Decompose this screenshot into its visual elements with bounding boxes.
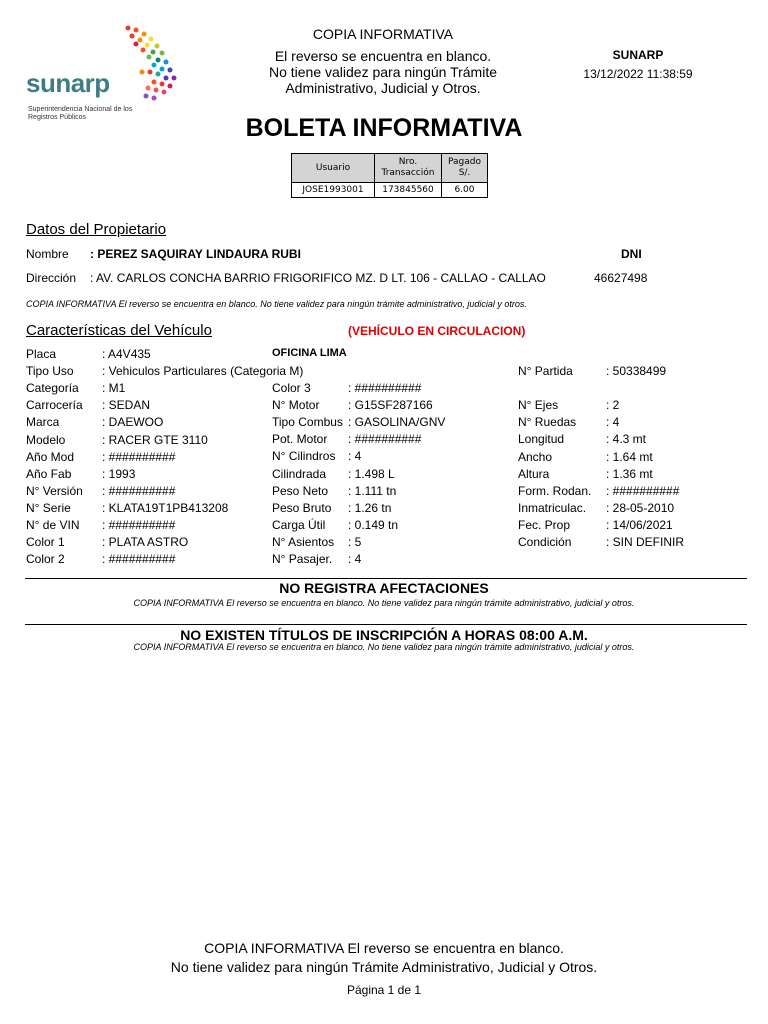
vehicle-field-value: : ########## <box>102 552 176 567</box>
dni-label: DNI <box>621 247 642 261</box>
vehicle-field-value: : ########## <box>348 432 422 447</box>
divider-1 <box>25 578 747 579</box>
vehicle-field-value: : PLATA ASTRO <box>102 535 189 550</box>
vehicle-field-label: Fec. Prop <box>518 517 571 532</box>
header-copia: COPIA INFORMATIVA <box>312 26 454 42</box>
value-transaccion: 173845560 <box>375 183 442 198</box>
vehicle-field-label: N° de VIN <box>26 518 80 532</box>
vehicle-field-value: : RACER GTE 3110 <box>102 432 208 447</box>
vehicle-field-value: : 4 <box>348 552 362 566</box>
reverso-line-2: No tiene validez para ningún Trámite <box>268 64 498 80</box>
vehicle-field-value: : 5 <box>348 534 362 549</box>
vehicle-field-value: : 4 <box>606 415 620 430</box>
nombre-label: Nombre <box>26 247 69 261</box>
vehicle-field-value: : 1.36 mt <box>606 466 653 481</box>
vehicle-field-label: N° Ejes <box>518 398 559 413</box>
vehicle-field-value: : A4V435 <box>102 347 151 361</box>
header-usuario: Usuario <box>292 154 375 183</box>
vehicle-field-label: Altura <box>518 466 550 481</box>
vehicle-field-value: : SIN DEFINIR <box>606 535 685 549</box>
vehicle-field-label: Pot. Motor <box>272 432 328 447</box>
vehicle-field-label: Inmatriculac. <box>518 500 587 515</box>
vehicle-field-label: N° Partida <box>518 364 573 378</box>
vehicle-field-value: : KLATA19T1PB413208 <box>102 500 229 515</box>
footer-line-1: COPIA INFORMATIVA El reverso se encuentra en blanco. <box>204 940 564 956</box>
vehicle-field-label: N° Motor <box>272 398 320 413</box>
vehicle-field-label: Condición <box>518 535 572 549</box>
titulos-banner: NO EXISTEN TÍTULOS DE INSCRIPCIÓN A HORAS 08:00 A.M. <box>180 627 588 643</box>
issue-datetime: 13/12/2022 11:38:59 <box>583 67 693 81</box>
vehicle-field-value: : 0.149 tn <box>348 517 399 532</box>
vehicle-field-label: Tipo Uso <box>26 364 74 379</box>
vehicle-field-value: : 1.498 L <box>348 466 395 481</box>
vehicle-field-label: Cilindrada <box>272 466 327 481</box>
vehicle-field-label: Marca <box>26 415 60 430</box>
owner-section-title: Datos del Propietario <box>26 221 167 238</box>
logo-wordmark: sunarp <box>26 68 110 98</box>
entity-label: SUNARP <box>612 48 664 62</box>
dni-value: 46627498 <box>594 271 648 285</box>
vehicle-field-value: : 1993 <box>102 466 136 481</box>
vehicle-field-label: Ancho <box>518 449 553 464</box>
vehicle-field-value: : 28-05-2010 <box>606 500 675 515</box>
vehicle-field-label: Año Fab <box>26 466 72 481</box>
footer-line-2: No tiene validez para ningún Trámite Administrativo, Judicial y Otros. <box>170 959 598 975</box>
value-pagado: 6.00 <box>442 183 488 198</box>
vehicle-field-value: : M1 <box>102 381 126 396</box>
vehicle-field-label: Año Mod <box>26 449 75 464</box>
vehicle-field-label: Form. Rodan. <box>518 483 592 498</box>
vehicle-field-value: : 14/06/2021 <box>606 517 673 532</box>
vehicle-field-label: Peso Bruto <box>272 500 332 515</box>
vehicle-field-label: Color 2 <box>26 552 65 567</box>
vehicle-field-value: : DAEWOO <box>102 415 164 430</box>
vehicle-field-label: Longitud <box>518 432 565 447</box>
vehicle-field-label: Carga Útil <box>272 517 326 532</box>
vehicle-field-value: : 4 <box>348 449 362 464</box>
header-transaccion: Nro. Transacción <box>375 154 442 183</box>
vehicle-field-value: : Vehiculos Particulares (Categoria M) <box>102 364 304 379</box>
vehicle-field-label: N° Serie <box>26 500 71 515</box>
vehicle-field-label: Modelo <box>26 432 66 447</box>
vehicle-field-label: Placa <box>26 347 57 361</box>
vehicle-field-value: : G15SF287166 <box>348 398 433 413</box>
oficina-label: OFICINA LIMA <box>272 347 347 359</box>
vehicle-field-label: N° Asientos <box>272 534 335 549</box>
vehicle-section-title: Características del Vehículo <box>26 322 212 339</box>
header-reverso-text <box>220 48 546 96</box>
sunarp-logo <box>24 22 184 121</box>
vehicle-field-value: : 4.3 mt <box>606 432 647 447</box>
transaction-table <box>291 153 488 198</box>
vehicle-field-label: Peso Neto <box>272 483 329 498</box>
vehicle-field-value: : GASOLINA/GNV <box>348 415 446 430</box>
value-usuario: JOSE1993001 <box>292 183 375 198</box>
owner-disclaimer: COPIA INFORMATIVA El reverso se encuentra en blanco. No tiene validez para ningún trámite administrativo, judicial y otros. <box>26 299 527 309</box>
direccion-value: : AV. CARLOS CONCHA BARRIO FRIGORIFICO MZ. D LT. 106 - CALLAO - CALLAO <box>90 271 546 285</box>
vehicle-field-label: N° Cilindros <box>272 449 336 464</box>
direccion-label: Dirección <box>26 271 77 285</box>
vehicle-field-label: Categoría <box>26 381 79 396</box>
vehicle-field-label: Carrocería <box>26 398 83 413</box>
vehicle-field-value: : 1.26 tn <box>348 500 392 515</box>
reverso-line-1: El reverso se encuentra en blanco. <box>274 48 492 64</box>
page-number: Página 1 de 1 <box>346 983 422 997</box>
vehicle-field-value: : SEDAN <box>102 398 151 413</box>
logo-subtitle: Superintendencia Nacional de los Registros Públicos <box>28 106 133 121</box>
vehicle-field-value: : 2 <box>606 398 620 413</box>
vehicle-field-label: Tipo Combus <box>272 415 343 430</box>
divider-2 <box>25 624 747 625</box>
vehicle-field-value: : ########## <box>606 483 680 498</box>
vehicle-field-label: N° Versión <box>26 483 83 498</box>
vehicle-field-value: : ########## <box>102 518 176 532</box>
vehicle-field-label: N° Pasajer. <box>272 552 333 566</box>
vehicle-field-value: : ########## <box>102 483 176 498</box>
document-title: BOLETA INFORMATIVA <box>245 114 523 142</box>
vehicle-field-value: : 50338499 <box>606 364 667 378</box>
vehicle-field-value: : ########## <box>348 381 422 395</box>
nombre-value: : PEREZ SAQUIRAY LINDAURA RUBI <box>90 247 301 261</box>
vehicle-field-label: Color 1 <box>26 535 65 550</box>
vehicle-field-value: : 1.64 mt <box>606 449 653 464</box>
titulos-note: COPIA INFORMATIVA El reverso se encuentra en blanco. No tiene validez para ningún trámite administrativo, judicial y otros. <box>133 642 635 652</box>
vehicle-field-label: N° Ruedas <box>518 415 577 430</box>
afectaciones-note: COPIA INFORMATIVA El reverso se encuentra en blanco. No tiene validez para ningún trámite administrativo, judicial y otros. <box>133 598 635 608</box>
vehicle-field-value: : ########## <box>102 449 176 464</box>
reverso-line-3: Administrativo, Judicial y Otros. <box>285 80 481 96</box>
vehicle-field-value: : 1.111 tn <box>348 483 397 498</box>
vehicle-status: (VEHÍCULO EN CIRCULACION) <box>348 324 526 338</box>
header-pagado: Pagado S/. <box>442 154 488 183</box>
vehicle-field-label: Color 3 <box>272 381 311 395</box>
afectaciones-banner: NO REGISTRA AFECTACIONES <box>279 580 489 596</box>
